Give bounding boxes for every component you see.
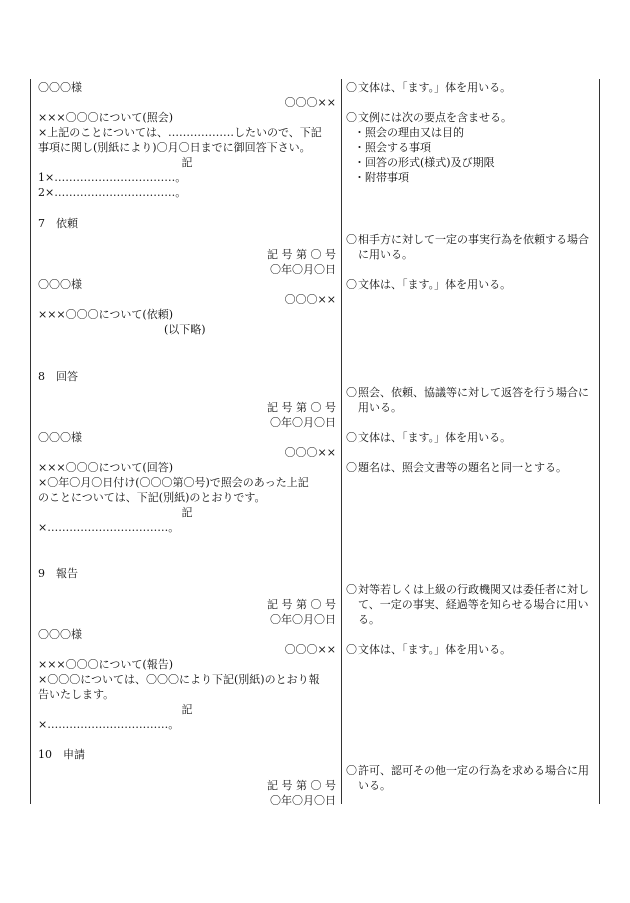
ki-marker: 記 [181, 156, 193, 169]
addressee: 〇〇〇様 [38, 81, 82, 94]
point-item: ・回答の形式(様式)及び期限 [354, 156, 495, 169]
note-text: 文体は、「ます。」体を用いる。 [358, 278, 512, 291]
omitted-note: (以下略) [164, 323, 206, 336]
note-item [346, 232, 598, 262]
circle-bullet-icon: 〇 [346, 233, 357, 246]
doc-date: 〇年〇月〇日 [270, 613, 336, 626]
circle-bullet-icon: 〇 [346, 583, 357, 596]
note-item [346, 582, 598, 627]
circle-bullet-icon: 〇 [346, 386, 357, 399]
section-heading-7: 7 依頼 [38, 217, 78, 230]
point-item: ・附帯事項 [354, 171, 409, 184]
note-text: 対等若しくは上級の行政機関又は委任者に対して、一定の事実、経過等を知らせる場合に用いる。 [358, 583, 589, 626]
doc-number: 記 号 第 〇 号 [267, 598, 336, 611]
circle-bullet-icon: 〇 [346, 461, 357, 474]
left-border-line [30, 79, 31, 804]
sender: 〇〇〇×× [284, 293, 336, 306]
note-item [346, 460, 598, 475]
note-item [346, 80, 598, 95]
section-heading-10: 10 申請 [38, 748, 85, 761]
body-line: ×〇〇〇については、〇〇〇により下記(別紙)のとおり報 [38, 673, 320, 686]
subject: ×××〇〇〇について(依頼) [38, 308, 174, 321]
body-line: 告いたします。 [38, 688, 115, 701]
note-item [346, 763, 598, 793]
subject: ×××〇〇〇について(照会) [38, 111, 174, 124]
point-item: ・照会の理由又は目的 [354, 126, 464, 139]
list-item: ×……………………………。 [38, 718, 180, 731]
note-text: 照会、依頼、協議等に対して返答を行う場合に用いる。 [358, 386, 589, 414]
list-item: 1×……………………………。 [38, 171, 187, 184]
addressee: 〇〇〇様 [38, 628, 82, 641]
sender: 〇〇〇×× [284, 446, 336, 459]
circle-bullet-icon: 〇 [346, 431, 357, 444]
point-item: ・照会する事項 [354, 141, 431, 154]
list-item: ×……………………………。 [38, 521, 180, 534]
center-divider-line [341, 79, 342, 804]
ki-marker: 記 [181, 506, 193, 519]
body-line: ×上記のことについては、………………したいので、下記 [38, 126, 322, 139]
doc-date: 〇年〇月〇日 [270, 794, 336, 807]
subject: ×××〇〇〇について(回答) [38, 461, 174, 474]
body-line: のことについては、下記(別紙)のとおりです。 [38, 491, 266, 504]
note-text: 題名は、照会文書等の題名と同一とする。 [358, 461, 567, 474]
doc-number: 記 号 第 〇 号 [267, 248, 336, 261]
note-text: 相手方に対して一定の事実行為を依頼する場合に用いる。 [358, 233, 589, 261]
addressee: 〇〇〇様 [38, 278, 82, 291]
sender: 〇〇〇×× [284, 96, 336, 109]
doc-number: 記 号 第 〇 号 [267, 401, 336, 414]
circle-bullet-icon: 〇 [346, 643, 357, 656]
body-line: 事項に関し(別紙により)〇月〇日までに御回答下さい。 [38, 141, 311, 154]
circle-bullet-icon: 〇 [346, 764, 357, 777]
section-heading-9: 9 報告 [38, 567, 78, 580]
body-line: ×〇年〇月〇日付け(〇〇〇第〇号)で照会のあった上記 [38, 476, 309, 489]
doc-number: 記 号 第 〇 号 [267, 779, 336, 792]
note-item [346, 642, 598, 657]
note-item [346, 110, 598, 125]
addressee: 〇〇〇様 [38, 431, 82, 444]
section-heading-8: 8 回答 [38, 370, 78, 383]
doc-date: 〇年〇月〇日 [270, 416, 336, 429]
circle-bullet-icon: 〇 [346, 278, 357, 291]
note-text: 許可、認可その他一定の行為を求める場合に用いる。 [358, 764, 589, 792]
note-item [346, 277, 598, 292]
note-text: 文体は、「ます。」体を用いる。 [358, 81, 512, 94]
list-item: 2×……………………………。 [38, 186, 187, 199]
note-text: 文体は、「ます。」体を用いる。 [358, 431, 512, 444]
subject: ×××〇〇〇について(報告) [38, 658, 174, 671]
sender: 〇〇〇×× [284, 643, 336, 656]
note-item [346, 385, 598, 415]
ki-marker: 記 [181, 703, 193, 716]
note-text: 文例には次の要点を含ませる。 [358, 111, 512, 124]
doc-date: 〇年〇月〇日 [270, 263, 336, 276]
circle-bullet-icon: 〇 [346, 81, 357, 94]
note-text: 文体は、「ます。」体を用いる。 [358, 643, 512, 656]
right-border-line [599, 79, 600, 804]
note-item [346, 430, 598, 445]
circle-bullet-icon: 〇 [346, 111, 357, 124]
